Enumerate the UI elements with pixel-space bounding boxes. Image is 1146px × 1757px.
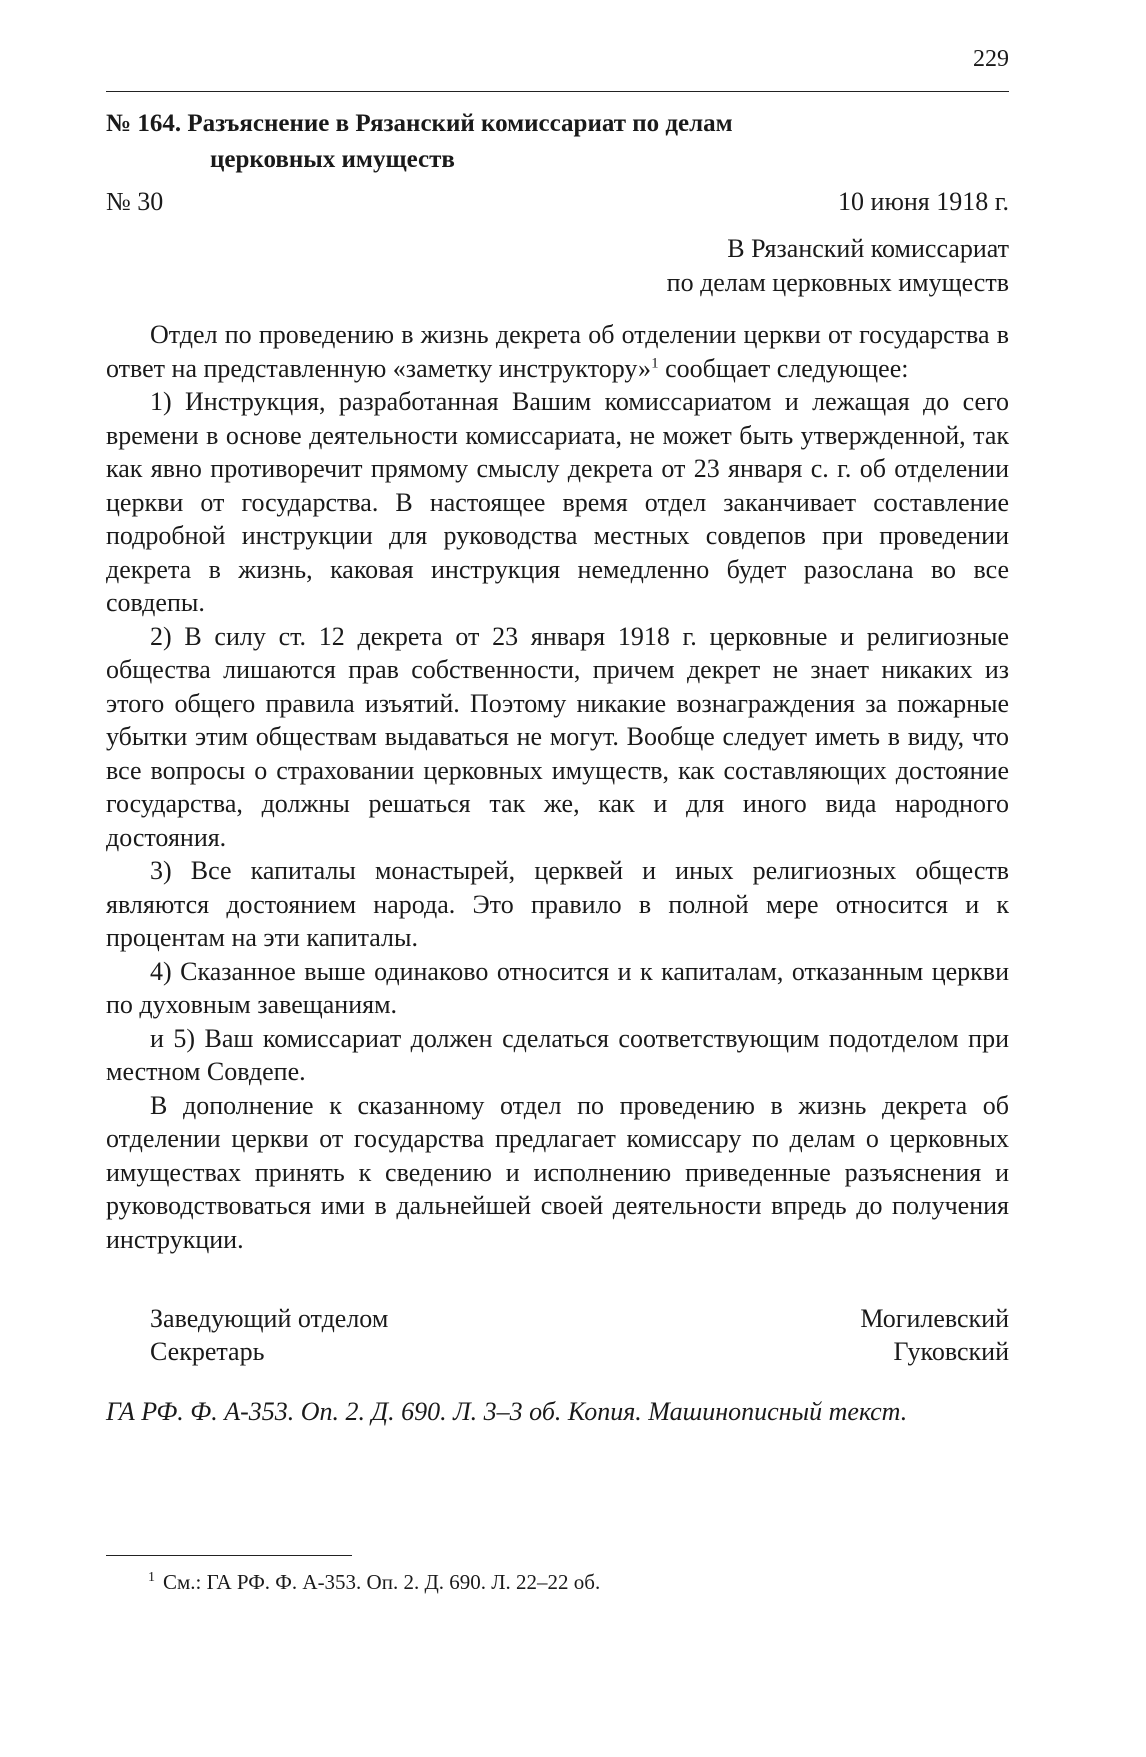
document-title xyxy=(106,106,1009,178)
footnote xyxy=(148,1570,600,1595)
footnote-reference[interactable]: 1 xyxy=(651,354,659,371)
conclusion-paragraph: В дополнение к сказанному отдел по проведению в жизнь декрета об отделении церкви от государства предлагает комиссару по делам о церковных имуществах принять к сведению и исполнению приведенные разъяснения и руководствоваться ими в дальнейшей своей деятельности впредь до получения инструкции. xyxy=(106,1090,1009,1254)
item-5-paragraph: и 5) Ваш комиссариат должен сделаться соответствующим подотделом при местном Совдепе. xyxy=(106,1023,1009,1086)
footnote-rule xyxy=(106,1555,352,1556)
signature-name: Могилевский xyxy=(860,1304,1009,1333)
signature-row xyxy=(150,1335,1009,1368)
archive-reference: ГА РФ. Ф. А-353. Оп. 2. Д. 690. Л. 3–3 об. Копия. Машинописный текст. xyxy=(106,1397,908,1426)
title-line-1: № 164. Разъяснение в Рязанский комиссариат по делам xyxy=(106,110,733,137)
addressee xyxy=(667,232,1009,300)
footnote-text: См.: ГА РФ. Ф. А-353. Оп. 2. Д. 690. Л. 22–22 об. xyxy=(163,1570,601,1594)
intro-text: Отдел по проведению в жизнь декрета об отделении церкви от государства в ответ на представленную «заметку инструктору» xyxy=(106,320,1009,383)
item-2-paragraph: 2) В силу ст. 12 декрета от 23 января 1918 г. церковные и религиозные общества лишаются прав собственности, причем декрет не знает никаких из этого общего правила изъятий. Поэтому никакие вознаграждения за пожарные убытки этим обществам выдаваться не могут. Вообще следует иметь в виду, что все вопросы о страховании церковных имуществ, как составляющих достояние государства, должны решаться так же, как и для иного вида народного достояния. xyxy=(106,621,1009,852)
body-text xyxy=(106,318,1009,1256)
addressee-line-2: по делам церковных имуществ xyxy=(666,268,1009,297)
signature-block xyxy=(150,1302,1009,1368)
addressee-line-1: В Рязанский комиссариат xyxy=(727,234,1009,263)
item-3-paragraph: 3) Все капиталы монастырей, церквей и иных религиозных обществ являются достоянием народа. Это правило в полной мере относится и к процентам на эти капиталы. xyxy=(106,856,1009,952)
header-rule xyxy=(106,91,1009,92)
intro-text-end: сообщает следующее: xyxy=(658,353,909,383)
signature-position: Заведующий отделом xyxy=(150,1304,389,1333)
item-4-paragraph: 4) Сказанное выше одинаково относится и к капиталам, отказанным церкви по духовным завещаниям. xyxy=(106,956,1009,1019)
document-number: № 30 xyxy=(106,187,164,216)
signature-name: Гуковский xyxy=(893,1337,1009,1366)
signature-row xyxy=(150,1302,1009,1335)
document-meta xyxy=(106,187,1009,217)
intro-paragraph xyxy=(106,318,1009,385)
item-1-paragraph: 1) Инструкция, разработанная Вашим комиссариатом и лежащая до сего времени в основе деятельности комиссариата, не может быть утвержденной, так как явно противоречит прямому смыслу декрета от 23 января с. г. об отделении церкви от государства. В настоящее время отдел заканчивает составление подробной инструкции для руководства местных совдепов при проведении декрета в жизнь, каковая инструкция немедленно будет разослана во все совдепы. xyxy=(106,387,1009,617)
title-line-2: церковных имуществ xyxy=(210,146,455,173)
page-number: 229 xyxy=(973,46,1009,72)
footnote-mark: 1 xyxy=(148,1570,155,1585)
signature-position: Секретарь xyxy=(150,1337,265,1366)
document-date: 10 июня 1918 г. xyxy=(838,187,1009,216)
